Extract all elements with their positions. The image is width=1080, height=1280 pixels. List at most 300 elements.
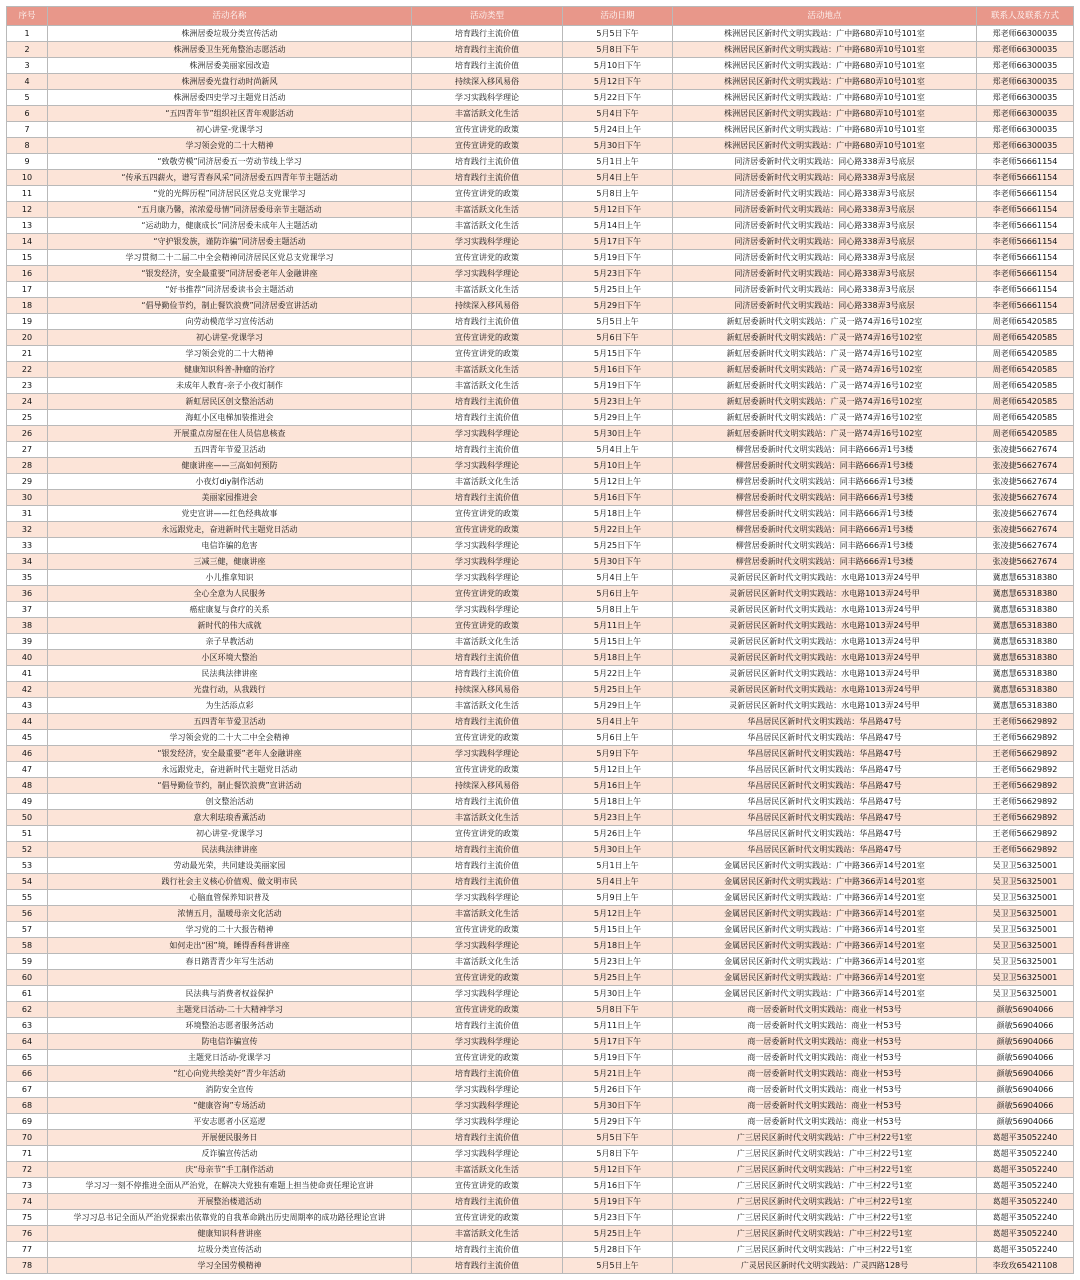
cell-activity-date[interactable]: 5月29日下午 [563, 1114, 673, 1130]
cell-activity-location[interactable]: 柳营居委新时代文明实践站：同丰路666弄1号3楼 [673, 554, 977, 570]
cell-activity-date[interactable]: 5月5日上午 [563, 314, 673, 330]
cell-activity-type[interactable]: 培育践行主流价值 [412, 26, 563, 42]
cell-activity-date[interactable]: 5月1日上午 [563, 858, 673, 874]
cell-contact[interactable]: 葛超平35052240 [977, 1130, 1074, 1146]
cell-activity-date[interactable]: 5月23日下午 [563, 1210, 673, 1226]
cell-activity-type[interactable]: 丰富活跃文化生活 [412, 954, 563, 970]
cell-contact[interactable]: 冀惠慧65318380 [977, 634, 1074, 650]
cell-activity-type[interactable]: 宣传宣讲党的政策 [412, 1210, 563, 1226]
cell-activity-date[interactable]: 5月23日上午 [563, 810, 673, 826]
cell-contact[interactable]: 颜敏56904066 [977, 1114, 1074, 1130]
cell-index[interactable]: 17 [7, 282, 48, 298]
cell-activity-type[interactable]: 丰富活跃文化生活 [412, 202, 563, 218]
cell-contact[interactable]: 吴卫卫56325001 [977, 858, 1074, 874]
cell-activity-name[interactable]: 防电信诈骗宣传 [48, 1034, 412, 1050]
cell-activity-date[interactable]: 5月4日上午 [563, 714, 673, 730]
cell-activity-date[interactable]: 5月15日下午 [563, 346, 673, 362]
cell-contact[interactable]: 冀惠慧65318380 [977, 698, 1074, 714]
cell-contact[interactable]: 郑老师66300035 [977, 26, 1074, 42]
cell-index[interactable]: 21 [7, 346, 48, 362]
cell-contact[interactable]: 郑老师66300035 [977, 138, 1074, 154]
cell-activity-name[interactable]: 开展便民服务日 [48, 1130, 412, 1146]
cell-contact[interactable]: 李老师56661154 [977, 154, 1074, 170]
cell-activity-type[interactable]: 丰富活跃文化生活 [412, 1226, 563, 1242]
cell-activity-date[interactable]: 5月19日下午 [563, 1050, 673, 1066]
cell-contact[interactable]: 张凌捷56627674 [977, 538, 1074, 554]
cell-activity-date[interactable]: 5月8日下午 [563, 1002, 673, 1018]
cell-activity-location[interactable]: 新虹居委新时代文明实践站：广灵一路74弄16号102室 [673, 314, 977, 330]
cell-activity-type[interactable]: 培育践行主流价值 [412, 1258, 563, 1274]
cell-activity-date[interactable]: 5月8日上午 [563, 602, 673, 618]
cell-activity-date[interactable]: 5月11日上午 [563, 1018, 673, 1034]
cell-activity-name[interactable]: “守护银发族，谨防诈骗”同济居委主题活动 [48, 234, 412, 250]
cell-activity-date[interactable]: 5月30日下午 [563, 138, 673, 154]
cell-activity-type[interactable]: 学习实践科学理论 [412, 986, 563, 1002]
cell-index[interactable]: 44 [7, 714, 48, 730]
cell-activity-name[interactable]: 电信诈骗的危害 [48, 538, 412, 554]
cell-index[interactable]: 59 [7, 954, 48, 970]
cell-activity-location[interactable]: 灵新居民区新时代文明实践站：水电路1013弄24号甲 [673, 682, 977, 698]
cell-index[interactable]: 24 [7, 394, 48, 410]
cell-activity-name[interactable]: 践行社会主义核心价值观、做文明市民 [48, 874, 412, 890]
cell-index[interactable]: 56 [7, 906, 48, 922]
cell-activity-date[interactable]: 5月4日上午 [563, 570, 673, 586]
cell-activity-type[interactable]: 学习实践科学理论 [412, 538, 563, 554]
cell-activity-name[interactable]: 新虹居民区创文整治活动 [48, 394, 412, 410]
cell-activity-name[interactable]: 永远跟党走，奋进新时代主题党日活动 [48, 522, 412, 538]
cell-activity-name[interactable]: 主题党日活动-党课学习 [48, 1050, 412, 1066]
cell-activity-name[interactable]: 民法典与消费者权益保护 [48, 986, 412, 1002]
cell-index[interactable]: 53 [7, 858, 48, 874]
cell-activity-name[interactable]: 浓情五月，温暖母亲文化活动 [48, 906, 412, 922]
cell-activity-location[interactable]: 灵新居民区新时代文明实践站：水电路1013弄24号甲 [673, 634, 977, 650]
cell-activity-location[interactable]: 同济居委新时代文明实践站：同心路338弄3号底层 [673, 298, 977, 314]
cell-index[interactable]: 27 [7, 442, 48, 458]
cell-contact[interactable]: 颜敏56904066 [977, 1098, 1074, 1114]
cell-activity-location[interactable]: 广三居民区新时代文明实践站：广中三村22号1室 [673, 1162, 977, 1178]
cell-activity-type[interactable]: 宣传宣讲党的政策 [412, 346, 563, 362]
cell-index[interactable]: 9 [7, 154, 48, 170]
cell-index[interactable]: 42 [7, 682, 48, 698]
cell-activity-location[interactable]: 广三居民区新时代文明实践站：广中三村22号1室 [673, 1178, 977, 1194]
cell-contact[interactable]: 李老师56661154 [977, 170, 1074, 186]
cell-contact[interactable]: 张凌捷56627674 [977, 458, 1074, 474]
cell-activity-location[interactable]: 同济居委新时代文明实践站：同心路338弄3号底层 [673, 266, 977, 282]
cell-contact[interactable]: 颜敏56904066 [977, 1050, 1074, 1066]
cell-activity-date[interactable]: 5月8日上午 [563, 186, 673, 202]
cell-contact[interactable]: 王老师56629892 [977, 794, 1074, 810]
cell-activity-date[interactable]: 5月4日上午 [563, 874, 673, 890]
cell-contact[interactable]: 李老师56661154 [977, 266, 1074, 282]
cell-activity-name[interactable]: 亲子早教活动 [48, 634, 412, 650]
cell-contact[interactable]: 冀惠慧65318380 [977, 666, 1074, 682]
cell-activity-type[interactable]: 培育践行主流价值 [412, 650, 563, 666]
cell-activity-type[interactable]: 宣传宣讲党的政策 [412, 618, 563, 634]
cell-contact[interactable]: 王老师56629892 [977, 842, 1074, 858]
cell-activity-date[interactable]: 5月25日上午 [563, 970, 673, 986]
cell-activity-location[interactable]: 同济居委新时代文明实践站：同心路338弄3号底层 [673, 218, 977, 234]
cell-contact[interactable]: 冀惠慧65318380 [977, 618, 1074, 634]
cell-activity-location[interactable]: 柳营居委新时代文明实践站：同丰路666弄1号3楼 [673, 458, 977, 474]
cell-activity-date[interactable]: 5月5日下午 [563, 1130, 673, 1146]
cell-activity-location[interactable]: 华昌居民区新时代文明实践站：华昌路47号 [673, 746, 977, 762]
cell-activity-type[interactable]: 学习实践科学理论 [412, 746, 563, 762]
cell-activity-location[interactable]: 同济居委新时代文明实践站：同心路338弄3号底层 [673, 202, 977, 218]
cell-activity-location[interactable]: 灵新居民区新时代文明实践站：水电路1013弄24号甲 [673, 698, 977, 714]
cell-index[interactable]: 3 [7, 58, 48, 74]
cell-activity-name[interactable]: 开展重点房屋在住人员信息核查 [48, 426, 412, 442]
cell-contact[interactable]: 郑老师66300035 [977, 74, 1074, 90]
cell-activity-location[interactable]: 新虹居委新时代文明实践站：广灵一路74弄16号102室 [673, 362, 977, 378]
cell-activity-type[interactable]: 宣传宣讲党的政策 [412, 330, 563, 346]
cell-activity-location[interactable]: 华昌居民区新时代文明实践站：华昌路47号 [673, 778, 977, 794]
cell-activity-location[interactable]: 柳营居委新时代文明实践站：同丰路666弄1号3楼 [673, 442, 977, 458]
cell-contact[interactable]: 李老师56661154 [977, 298, 1074, 314]
cell-activity-date[interactable]: 5月4日下午 [563, 106, 673, 122]
cell-activity-date[interactable]: 5月9日上午 [563, 890, 673, 906]
cell-activity-name[interactable]: 初心讲堂-党课学习 [48, 330, 412, 346]
cell-activity-type[interactable]: 培育践行主流价值 [412, 1018, 563, 1034]
cell-activity-date[interactable]: 5月29日上午 [563, 698, 673, 714]
cell-index[interactable]: 77 [7, 1242, 48, 1258]
cell-activity-date[interactable]: 5月10日下午 [563, 58, 673, 74]
cell-index[interactable]: 64 [7, 1034, 48, 1050]
cell-contact[interactable]: 葛超平35052240 [977, 1226, 1074, 1242]
cell-contact[interactable]: 吴卫卫56325001 [977, 922, 1074, 938]
cell-activity-date[interactable]: 5月18日上午 [563, 650, 673, 666]
cell-activity-type[interactable]: 宣传宣讲党的政策 [412, 522, 563, 538]
cell-index[interactable]: 66 [7, 1066, 48, 1082]
cell-contact[interactable]: 李老师56661154 [977, 218, 1074, 234]
cell-activity-type[interactable]: 培育践行主流价值 [412, 874, 563, 890]
cell-activity-name[interactable]: 民法典法律讲座 [48, 666, 412, 682]
cell-activity-date[interactable]: 5月15日上午 [563, 922, 673, 938]
cell-activity-name[interactable]: 心脑血管保养知识普及 [48, 890, 412, 906]
cell-activity-date[interactable]: 5月16日上午 [563, 778, 673, 794]
cell-activity-name[interactable]: 学习领会党的二十大精神 [48, 138, 412, 154]
cell-activity-location[interactable]: 广三居民区新时代文明实践站：广中三村22号1室 [673, 1226, 977, 1242]
cell-activity-location[interactable]: 金属居民区新时代文明实践站：广中路366弄14号201室 [673, 970, 977, 986]
cell-index[interactable]: 70 [7, 1130, 48, 1146]
cell-activity-type[interactable]: 学习实践科学理论 [412, 426, 563, 442]
header-activity-date[interactable]: 活动日期 [563, 7, 673, 26]
cell-activity-name[interactable]: 环境整治志愿者服务活动 [48, 1018, 412, 1034]
cell-contact[interactable]: 颜敏56904066 [977, 1002, 1074, 1018]
cell-activity-name[interactable]: 未成年人教育-亲子小夜灯制作 [48, 378, 412, 394]
cell-activity-name[interactable]: 初心讲堂-党课学习 [48, 122, 412, 138]
cell-activity-type[interactable]: 宣传宣讲党的政策 [412, 922, 563, 938]
cell-activity-type[interactable]: 培育践行主流价值 [412, 714, 563, 730]
cell-contact[interactable]: 冀惠慧65318380 [977, 570, 1074, 586]
cell-contact[interactable]: 郑老师66300035 [977, 58, 1074, 74]
cell-index[interactable]: 48 [7, 778, 48, 794]
cell-contact[interactable]: 周老师65420585 [977, 426, 1074, 442]
cell-index[interactable]: 6 [7, 106, 48, 122]
cell-activity-location[interactable]: 新虹居委新时代文明实践站：广灵一路74弄16号102室 [673, 394, 977, 410]
cell-activity-type[interactable]: 宣传宣讲党的政策 [412, 250, 563, 266]
cell-contact[interactable]: 张凌捷56627674 [977, 490, 1074, 506]
cell-activity-type[interactable]: 丰富活跃文化生活 [412, 1162, 563, 1178]
cell-activity-name[interactable]: “运动助力，健康成长”同济居委未成年人主题活动 [48, 218, 412, 234]
cell-contact[interactable]: 王老师56629892 [977, 730, 1074, 746]
cell-contact[interactable]: 周老师65420585 [977, 378, 1074, 394]
cell-activity-type[interactable]: 宣传宣讲党的政策 [412, 1002, 563, 1018]
cell-contact[interactable]: 郑老师66300035 [977, 106, 1074, 122]
cell-contact[interactable]: 周老师65420585 [977, 346, 1074, 362]
cell-activity-type[interactable]: 培育践行主流价值 [412, 154, 563, 170]
cell-activity-name[interactable]: 劳动最光荣，共同建设美丽家园 [48, 858, 412, 874]
cell-activity-name[interactable]: 春日踏青青少年写生活动 [48, 954, 412, 970]
cell-activity-type[interactable]: 宣传宣讲党的政策 [412, 970, 563, 986]
cell-activity-date[interactable]: 5月25日下午 [563, 538, 673, 554]
cell-activity-name[interactable]: “五四青年节”组织社区青年观影活动 [48, 106, 412, 122]
cell-activity-name[interactable]: 小区环境大整治 [48, 650, 412, 666]
cell-activity-name[interactable]: 为生活添点彩 [48, 698, 412, 714]
cell-activity-type[interactable]: 丰富活跃文化生活 [412, 906, 563, 922]
cell-activity-location[interactable]: 株洲居民区新时代文明实践站：广中路680弄10号101室 [673, 138, 977, 154]
cell-activity-date[interactable]: 5月26日下午 [563, 1082, 673, 1098]
cell-contact[interactable]: 冀惠慧65318380 [977, 650, 1074, 666]
cell-activity-location[interactable]: 华昌居民区新时代文明实践站：华昌路47号 [673, 730, 977, 746]
cell-activity-location[interactable]: 同济居委新时代文明实践站：同心路338弄3号底层 [673, 250, 977, 266]
cell-index[interactable]: 8 [7, 138, 48, 154]
cell-index[interactable]: 61 [7, 986, 48, 1002]
cell-activity-name[interactable]: “银发经济，安全最重要”同济居委老年人金融讲座 [48, 266, 412, 282]
cell-activity-location[interactable]: 商一居委新时代文明实践站：商业一村53号 [673, 1034, 977, 1050]
cell-contact[interactable]: 颜敏56904066 [977, 1082, 1074, 1098]
cell-index[interactable]: 32 [7, 522, 48, 538]
cell-activity-name[interactable]: 美丽家园推进会 [48, 490, 412, 506]
cell-activity-date[interactable]: 5月19日下午 [563, 1194, 673, 1210]
cell-contact[interactable]: 葛超平35052240 [977, 1178, 1074, 1194]
cell-activity-location[interactable]: 株洲居民区新时代文明实践站：广中路680弄10号101室 [673, 58, 977, 74]
cell-contact[interactable]: 颜敏56904066 [977, 1034, 1074, 1050]
cell-index[interactable]: 4 [7, 74, 48, 90]
cell-activity-location[interactable]: 灵新居民区新时代文明实践站：水电路1013弄24号甲 [673, 666, 977, 682]
cell-activity-date[interactable]: 5月17日下午 [563, 1034, 673, 1050]
cell-activity-date[interactable]: 5月23日下午 [563, 266, 673, 282]
cell-contact[interactable]: 冀惠慧65318380 [977, 586, 1074, 602]
cell-index[interactable]: 78 [7, 1258, 48, 1274]
cell-contact[interactable]: 王老师56629892 [977, 762, 1074, 778]
cell-activity-location[interactable]: 株洲居民区新时代文明实践站：广中路680弄10号101室 [673, 42, 977, 58]
cell-contact[interactable]: 郑老师66300035 [977, 122, 1074, 138]
cell-contact[interactable]: 吴卫卫56325001 [977, 890, 1074, 906]
cell-activity-type[interactable]: 培育践行主流价值 [412, 1066, 563, 1082]
cell-contact[interactable]: 葛超平35052240 [977, 1146, 1074, 1162]
header-activity-type[interactable]: 活动类型 [412, 7, 563, 26]
cell-contact[interactable]: 吴卫卫56325001 [977, 954, 1074, 970]
cell-contact[interactable]: 王老师56629892 [977, 714, 1074, 730]
cell-activity-location[interactable]: 华昌居民区新时代文明实践站：华昌路47号 [673, 714, 977, 730]
cell-activity-type[interactable]: 宣传宣讲党的政策 [412, 730, 563, 746]
cell-index[interactable]: 22 [7, 362, 48, 378]
cell-activity-type[interactable]: 培育践行主流价值 [412, 1242, 563, 1258]
cell-contact[interactable]: 郑老师66300035 [977, 90, 1074, 106]
cell-activity-name[interactable]: 小儿推拿知识 [48, 570, 412, 586]
cell-contact[interactable]: 张凌捷56627674 [977, 554, 1074, 570]
cell-activity-name[interactable]: 民法典法律讲座 [48, 842, 412, 858]
cell-activity-type[interactable]: 培育践行主流价值 [412, 42, 563, 58]
cell-activity-type[interactable]: 持续深入移风易俗 [412, 682, 563, 698]
cell-activity-type[interactable]: 培育践行主流价值 [412, 1194, 563, 1210]
cell-activity-date[interactable]: 5月22日下午 [563, 90, 673, 106]
cell-activity-name[interactable]: 三减三健，健康讲座 [48, 554, 412, 570]
cell-activity-date[interactable]: 5月14日上午 [563, 218, 673, 234]
cell-activity-location[interactable]: 广三居民区新时代文明实践站：广中三村22号1室 [673, 1210, 977, 1226]
cell-activity-location[interactable]: 同济居委新时代文明实践站：同心路338弄3号底层 [673, 186, 977, 202]
cell-activity-date[interactable]: 5月15日上午 [563, 634, 673, 650]
cell-activity-name[interactable]: 消防安全宣传 [48, 1082, 412, 1098]
cell-activity-location[interactable]: 金属居民区新时代文明实践站：广中路366弄14号201室 [673, 906, 977, 922]
cell-activity-name[interactable]: 五四青年节爱卫活动 [48, 714, 412, 730]
cell-index[interactable]: 47 [7, 762, 48, 778]
cell-contact[interactable]: 颜敏56904066 [977, 1018, 1074, 1034]
cell-activity-type[interactable]: 丰富活跃文化生活 [412, 106, 563, 122]
cell-activity-date[interactable]: 5月19日下午 [563, 250, 673, 266]
cell-activity-name[interactable]: 海虹小区电梯加装推进会 [48, 410, 412, 426]
cell-contact[interactable]: 吴卫卫56325001 [977, 970, 1074, 986]
cell-activity-type[interactable]: 培育践行主流价值 [412, 394, 563, 410]
cell-activity-date[interactable]: 5月19日下午 [563, 378, 673, 394]
cell-contact[interactable]: 张凌捷56627674 [977, 474, 1074, 490]
cell-activity-date[interactable]: 5月18日上午 [563, 794, 673, 810]
cell-activity-location[interactable]: 灵新居民区新时代文明实践站：水电路1013弄24号甲 [673, 570, 977, 586]
cell-activity-location[interactable]: 金属居民区新时代文明实践站：广中路366弄14号201室 [673, 954, 977, 970]
cell-index[interactable]: 10 [7, 170, 48, 186]
cell-activity-name[interactable]: “银发经济，安全最重要”老年人金融讲座 [48, 746, 412, 762]
cell-activity-name[interactable]: 癌症康复与食疗的关系 [48, 602, 412, 618]
cell-index[interactable]: 15 [7, 250, 48, 266]
cell-contact[interactable]: 王老师56629892 [977, 826, 1074, 842]
cell-index[interactable]: 7 [7, 122, 48, 138]
cell-index[interactable]: 12 [7, 202, 48, 218]
cell-activity-location[interactable]: 商一居委新时代文明实践站：商业一村53号 [673, 1098, 977, 1114]
cell-activity-name[interactable]: 光盘行动，从我践行 [48, 682, 412, 698]
cell-activity-name[interactable] [48, 970, 412, 986]
cell-activity-name[interactable]: 庆“母亲节”手工制作活动 [48, 1162, 412, 1178]
cell-activity-type[interactable]: 学习实践科学理论 [412, 1146, 563, 1162]
cell-activity-location[interactable]: 金属居民区新时代文明实践站：广中路366弄14号201室 [673, 890, 977, 906]
cell-activity-date[interactable]: 5月1日上午 [563, 154, 673, 170]
cell-index[interactable]: 5 [7, 90, 48, 106]
cell-contact[interactable]: 张凌捷56627674 [977, 442, 1074, 458]
cell-activity-date[interactable]: 5月4日上午 [563, 170, 673, 186]
cell-contact[interactable]: 葛超平35052240 [977, 1242, 1074, 1258]
cell-activity-name[interactable]: 党史宣讲——红色经典故事 [48, 506, 412, 522]
cell-activity-type[interactable]: 培育践行主流价值 [412, 410, 563, 426]
cell-index[interactable]: 75 [7, 1210, 48, 1226]
cell-index[interactable]: 50 [7, 810, 48, 826]
cell-activity-name[interactable]: “党的光辉历程”同济居民区党总支党课学习 [48, 186, 412, 202]
cell-contact[interactable]: 周老师65420585 [977, 410, 1074, 426]
cell-activity-date[interactable]: 5月16日下午 [563, 362, 673, 378]
cell-index[interactable]: 39 [7, 634, 48, 650]
cell-index[interactable]: 73 [7, 1178, 48, 1194]
cell-activity-location[interactable]: 商一居委新时代文明实践站：商业一村53号 [673, 1002, 977, 1018]
cell-contact[interactable]: 李老师56661154 [977, 234, 1074, 250]
cell-activity-date[interactable]: 5月6日上午 [563, 586, 673, 602]
cell-activity-type[interactable]: 学习实践科学理论 [412, 554, 563, 570]
cell-activity-name[interactable]: 株洲居委美丽家园改造 [48, 58, 412, 74]
cell-activity-type[interactable]: 宣传宣讲党的政策 [412, 1050, 563, 1066]
cell-activity-name[interactable]: 意大利珐琅香薰活动 [48, 810, 412, 826]
cell-index[interactable]: 57 [7, 922, 48, 938]
cell-contact[interactable]: 周老师65420585 [977, 330, 1074, 346]
cell-activity-name[interactable]: “健康咨询”专场活动 [48, 1098, 412, 1114]
cell-index[interactable]: 29 [7, 474, 48, 490]
cell-activity-date[interactable]: 5月30日上午 [563, 426, 673, 442]
cell-activity-type[interactable]: 学习实践科学理论 [412, 1082, 563, 1098]
cell-activity-type[interactable]: 学习实践科学理论 [412, 458, 563, 474]
cell-activity-location[interactable]: 金属居民区新时代文明实践站：广中路366弄14号201室 [673, 874, 977, 890]
cell-activity-date[interactable]: 5月30日上午 [563, 842, 673, 858]
cell-activity-type[interactable]: 培育践行主流价值 [412, 58, 563, 74]
cell-activity-location[interactable]: 金属居民区新时代文明实践站：广中路366弄14号201室 [673, 938, 977, 954]
cell-activity-name[interactable]: 如何走出“困”境，睡得香科普讲座 [48, 938, 412, 954]
cell-activity-name[interactable]: 株洲居委垃圾分类宣传活动 [48, 26, 412, 42]
cell-contact[interactable]: 郑老师66300035 [977, 42, 1074, 58]
cell-activity-name[interactable]: 开展整治楼道活动 [48, 1194, 412, 1210]
cell-activity-location[interactable]: 灵新居民区新时代文明实践站：水电路1013弄24号甲 [673, 602, 977, 618]
cell-activity-name[interactable]: 学习习一刻不停推进全面从严治党，在解决大党独有难题上担当使命责任理论宣讲 [48, 1178, 412, 1194]
cell-activity-date[interactable]: 5月29日下午 [563, 298, 673, 314]
cell-activity-date[interactable]: 5月10日上午 [563, 458, 673, 474]
cell-contact[interactable]: 李老师56661154 [977, 282, 1074, 298]
header-index[interactable]: 序号 [7, 7, 48, 26]
cell-activity-date[interactable]: 5月12日下午 [563, 1162, 673, 1178]
cell-activity-type[interactable]: 学习实践科学理论 [412, 570, 563, 586]
cell-activity-date[interactable]: 5月11日上午 [563, 618, 673, 634]
cell-index[interactable]: 1 [7, 26, 48, 42]
cell-activity-date[interactable]: 5月5日上午 [563, 1258, 673, 1274]
cell-activity-type[interactable]: 培育践行主流价值 [412, 1130, 563, 1146]
cell-activity-date[interactable]: 5月26日上午 [563, 826, 673, 842]
cell-activity-type[interactable]: 宣传宣讲党的政策 [412, 762, 563, 778]
cell-activity-name[interactable]: 学习贯彻二十二届二中全会精神同济居民区党总支党课学习 [48, 250, 412, 266]
cell-contact[interactable]: 张凌捷56627674 [977, 522, 1074, 538]
cell-activity-date[interactable]: 5月25日上午 [563, 1226, 673, 1242]
cell-index[interactable]: 20 [7, 330, 48, 346]
cell-activity-location[interactable]: 商一居委新时代文明实践站：商业一村53号 [673, 1114, 977, 1130]
cell-activity-date[interactable]: 5月21日上午 [563, 1066, 673, 1082]
cell-contact[interactable]: 冀惠慧65318380 [977, 602, 1074, 618]
cell-activity-name[interactable]: 五四青年节爱卫活动 [48, 442, 412, 458]
cell-activity-date[interactable]: 5月28日下午 [563, 1242, 673, 1258]
cell-activity-type[interactable]: 学习实践科学理论 [412, 1098, 563, 1114]
cell-index[interactable]: 13 [7, 218, 48, 234]
cell-contact[interactable]: 李老师56661154 [977, 186, 1074, 202]
cell-activity-type[interactable]: 丰富活跃文化生活 [412, 378, 563, 394]
cell-index[interactable]: 16 [7, 266, 48, 282]
cell-activity-type[interactable]: 培育践行主流价值 [412, 442, 563, 458]
cell-contact[interactable]: 葛超平35052240 [977, 1162, 1074, 1178]
cell-index[interactable]: 25 [7, 410, 48, 426]
cell-index[interactable]: 37 [7, 602, 48, 618]
cell-index[interactable]: 54 [7, 874, 48, 890]
cell-activity-type[interactable]: 丰富活跃文化生活 [412, 474, 563, 490]
cell-index[interactable]: 49 [7, 794, 48, 810]
cell-activity-type[interactable]: 宣传宣讲党的政策 [412, 1178, 563, 1194]
cell-index[interactable]: 36 [7, 586, 48, 602]
cell-activity-date[interactable]: 5月23日上午 [563, 954, 673, 970]
cell-activity-date[interactable]: 5月12日上午 [563, 906, 673, 922]
cell-activity-type[interactable]: 学习实践科学理论 [412, 602, 563, 618]
cell-activity-type[interactable]: 丰富活跃文化生活 [412, 362, 563, 378]
cell-index[interactable]: 43 [7, 698, 48, 714]
cell-index[interactable]: 65 [7, 1050, 48, 1066]
cell-contact[interactable]: 周老师65420585 [977, 362, 1074, 378]
